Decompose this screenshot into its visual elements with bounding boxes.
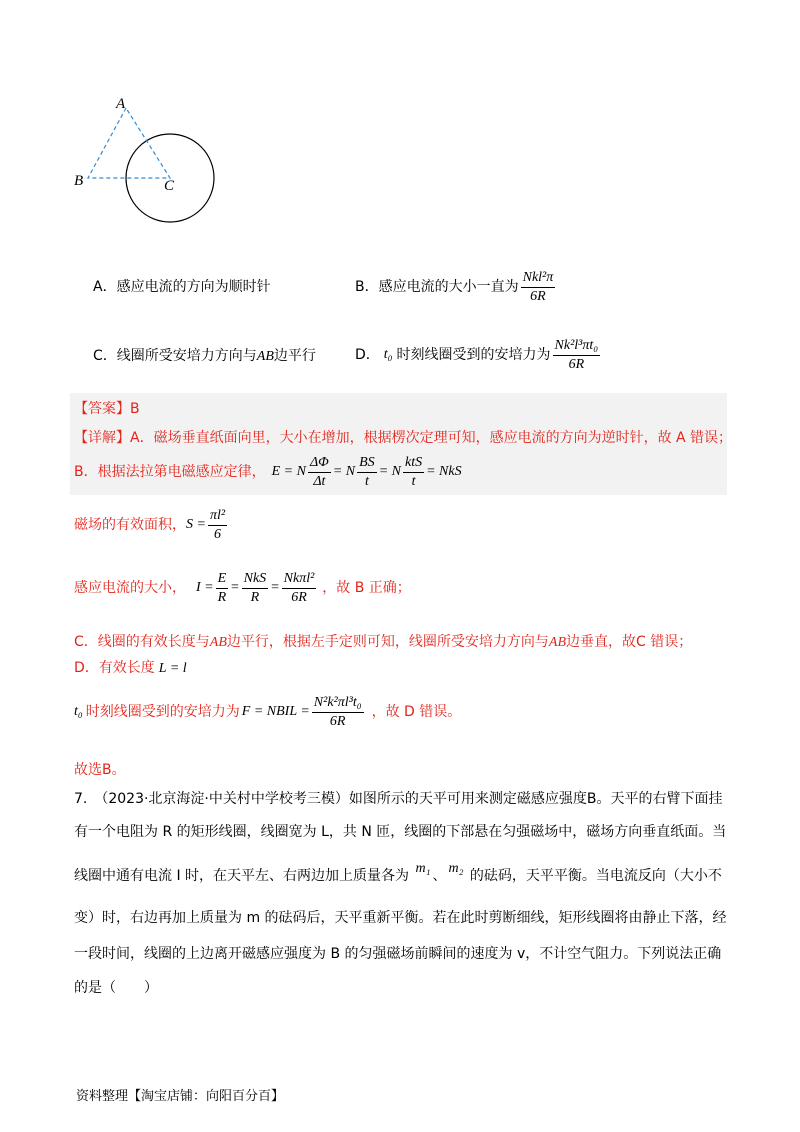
current-eq1: = <box>230 580 240 595</box>
eq-b-lhs: E = N <box>271 464 306 479</box>
force-text: 时刻线圈受到的安培力为 <box>85 704 240 720</box>
solution-c-text-1: C．线圈的有效长度与 <box>74 634 210 650</box>
current-lhs: I = <box>196 580 214 595</box>
q7-line-6: 的是（ ） <box>74 980 158 996</box>
q7-line-3a: 线圈中通有电流 I 时，在天平左、右两边加上质量各为 <box>74 868 410 884</box>
current-tail: ，故 B 正确； <box>322 580 411 596</box>
current-text: 感应电流的大小， <box>74 580 186 596</box>
option-d <box>355 330 602 380</box>
eq-b-fraction-1 <box>308 455 331 490</box>
solution-d <box>74 658 187 679</box>
option-d-label: D． <box>355 347 380 363</box>
final-answer: 故选B。 <box>74 762 126 778</box>
q7-line-2: 有一个电阻为 R 的矩形线圈，线圈宽为 L，共 N 匝，线圈的下部悬在匀强磁场中，磁场方向垂直纸面。当 <box>74 824 727 840</box>
current-f1-den: R <box>217 589 227 605</box>
solution-d-text: D．有效长度 <box>74 660 155 676</box>
q7-m2: m₂ <box>448 861 464 876</box>
answer-label: 【答案】B <box>74 401 140 417</box>
eq-b-eq1: = N <box>332 464 356 479</box>
option-d-denominator: 6R <box>568 356 585 372</box>
force-tail: ，故 D 错误。 <box>371 704 462 720</box>
area-line <box>74 505 229 545</box>
triangle-abc <box>88 108 170 178</box>
current-eq2: = <box>270 580 280 595</box>
eq-b-f1-den: Δt <box>313 473 326 489</box>
force-lhs: F = NBIL = <box>241 704 310 719</box>
q7-line-5: 一段时间，线圈的上边离开磁感应强度为 B 的匀强磁场前瞬间的速度为 v，不计空气阻力。下列说法正确 <box>74 946 722 962</box>
solution-c-text-3: 边垂直，故C 错误； <box>566 634 693 650</box>
q7-line-3 <box>74 861 722 887</box>
eq-b-f2-num: BS <box>357 455 377 473</box>
force-num: N²k²πl³t₀ <box>312 695 364 713</box>
option-c-suffix: 边平行 <box>273 348 316 364</box>
current-f2-den: R <box>250 589 260 605</box>
current-f3-num: Nkπl² <box>282 571 317 589</box>
area-lhs: S = <box>186 517 206 532</box>
detail-a: 【详解】A．磁场垂直纸面向里，大小在增加，根据楞次定理可知，感应电流的方向为逆时针，故 A 错误； <box>74 430 733 446</box>
eq-b-rhs: = NkS <box>426 464 462 479</box>
option-d-numerator: Nk²l³πt₀ <box>553 338 601 356</box>
solution-c-text-2: 边平行，根据左手定则可知，线圈所受安培力方向与 <box>226 634 549 650</box>
q7-line-1: 7. （2023·北京海淀·中关村中学校考三模）如图所示的天平可用来测定磁感应强度B。天平的右臂下面挂 <box>74 791 723 807</box>
option-b <box>355 262 557 312</box>
force-den: 6R <box>329 713 346 729</box>
q7-line-4: 变）时，右边再加上质量为 m 的砝码后，天平重新平衡。若在此时剪断细线，矩形线圈将由静止下落，经 <box>74 910 727 926</box>
force-line <box>74 690 461 734</box>
current-fraction-1 <box>216 571 229 606</box>
geometry-figure <box>60 90 240 240</box>
solution-c-ab1: AB <box>209 635 227 650</box>
option-d-text: 时刻线圈受到的安培力为 <box>396 347 551 363</box>
eq-b-f3-num: ktS <box>403 455 424 473</box>
area-fraction <box>208 508 227 543</box>
label-b: B <box>74 173 84 189</box>
eq-b-fraction-3 <box>403 455 424 490</box>
solution-c <box>74 632 692 653</box>
current-fraction-3 <box>282 571 317 606</box>
current-f1-num: E <box>216 571 229 589</box>
q7-line-3b: 的砝码，天平平衡。当电流反向（大小不 <box>469 868 722 884</box>
solution-c-ab2: AB <box>548 635 566 650</box>
area-den: 6 <box>214 526 221 542</box>
option-b-numerator: Nkl²π <box>521 270 556 288</box>
eq-b-f2-den: t <box>364 473 369 489</box>
detail-b-text: B．根据法拉第电磁感应定律， <box>74 464 266 480</box>
eq-b-eq2: = N <box>378 464 401 479</box>
detail-b <box>74 452 462 492</box>
current-fraction-2 <box>242 571 269 606</box>
solution-d-eq: L = l <box>158 661 187 676</box>
eq-b-fraction-2 <box>357 455 377 490</box>
area-num: πl² <box>208 508 227 526</box>
option-b-denominator: 6R <box>530 288 546 304</box>
area-text: 磁场的有效面积， <box>74 517 186 533</box>
option-d-fraction <box>553 338 601 373</box>
label-c: C <box>164 178 175 194</box>
current-line <box>74 566 411 610</box>
current-f2-num: NkS <box>242 571 269 589</box>
force-fraction <box>312 695 364 730</box>
force-t0: t₀ <box>74 704 83 719</box>
label-a: A <box>116 96 126 112</box>
eq-b-f3-den: t <box>411 473 416 489</box>
option-b-fraction <box>521 270 556 305</box>
current-f3-den: 6R <box>291 589 307 605</box>
footer-text: 资料整理【淘宝店铺：向阳百分百】 <box>76 1089 285 1104</box>
option-d-t0: t₀ <box>383 347 393 362</box>
option-c <box>93 346 316 367</box>
option-b-text: B．感应电流的大小一直为 <box>355 279 519 295</box>
q7-sep: 、 <box>432 868 447 884</box>
q7-m1: m₁ <box>415 861 431 876</box>
option-c-ab: AB <box>256 349 274 364</box>
option-c-text: C．线圈所受安培力方向与 <box>93 348 257 364</box>
eq-b-f1-num: ΔΦ <box>308 455 331 473</box>
option-a: A．感应电流的方向为顺时针 <box>93 279 271 295</box>
